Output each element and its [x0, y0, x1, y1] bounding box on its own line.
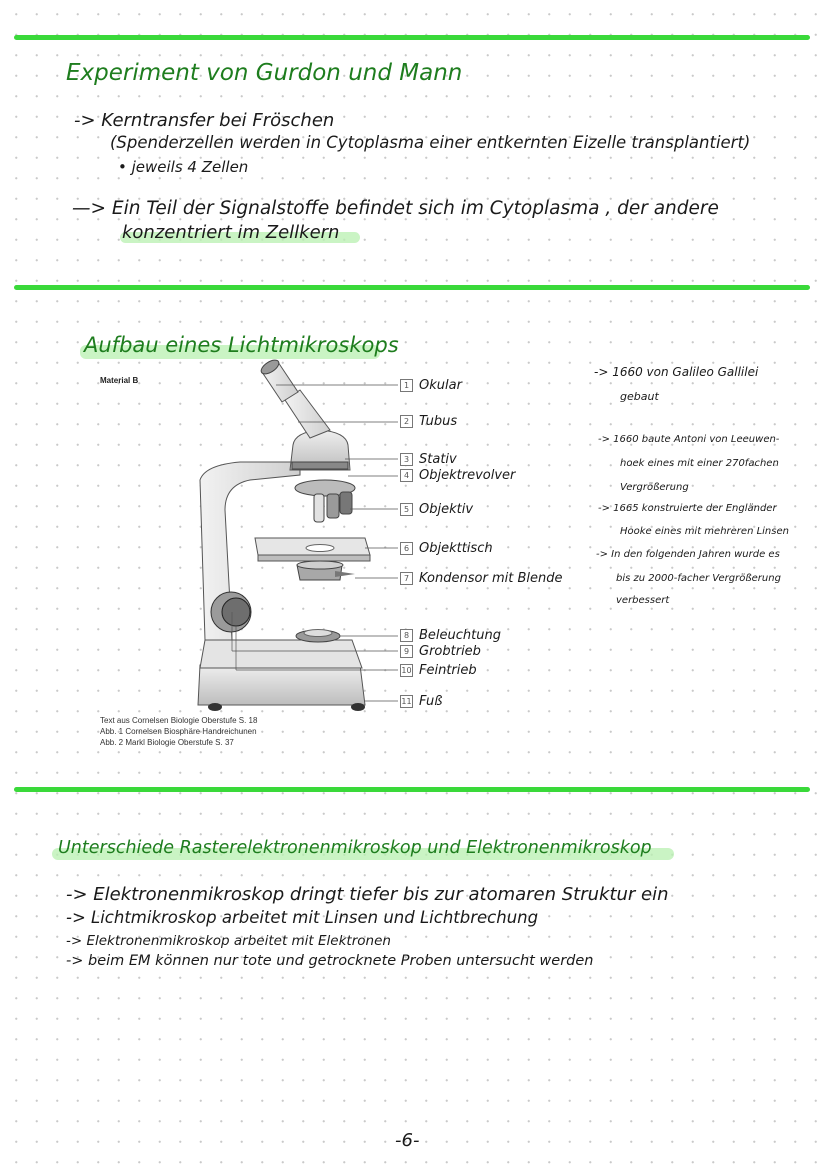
label-okular: 1 Okular	[400, 378, 462, 393]
note-line-1: -> 1660 von Galileo Gallilei	[594, 365, 759, 379]
section3-line-1: -> Elektronenmikroskop dringt tiefer bis zur atomaren Struktur ein	[66, 884, 669, 905]
section1-line-3: • jeweils 4 Zellen	[118, 158, 249, 176]
label-grobtrieb: 9 Grobtrieb	[400, 644, 481, 659]
note-line-8: -> In den folgenden Jahren wurde es	[596, 549, 780, 560]
label-tubus: 2 Tubus	[400, 414, 457, 429]
section3-line-2: -> Lichtmikroskop arbeitet mit Linsen und Lichtbrechung	[66, 908, 539, 927]
section2-title: Aufbau eines Lichtmikroskops	[84, 333, 399, 357]
divider-top	[14, 35, 810, 40]
section3-line-4: -> beim EM können nur tote und getrocknete Proben untersucht werden	[66, 953, 594, 969]
section1-title: Experiment von Gurdon und Mann	[66, 60, 463, 86]
section3-title: Unterschiede Rasterelektronenmikroskop und Elektronenmikroskop	[58, 838, 652, 858]
label-fuss: 11 Fuß	[401, 694, 443, 709]
divider-2	[14, 787, 810, 792]
caption-3: Abb. 2 Markl Biologie Oberstufe S. 37	[100, 738, 234, 747]
section1-line-1: -> Kerntransfer bei Fröschen	[74, 110, 335, 131]
note-line-9: bis zu 2000-facher Vergrößerung	[616, 573, 781, 584]
label-objektrevolver: 4 Objektrevolver	[400, 468, 515, 483]
note-line-3: -> 1660 baute Antoni von Leeuwen-	[598, 434, 780, 445]
label-stativ: 3 Stativ	[400, 452, 457, 467]
note-line-7: Hooke eines mit mehreren Linsen	[620, 526, 789, 537]
page-number: -6-	[395, 1130, 420, 1151]
section1-line-5: konzentriert im Zellkern	[122, 222, 340, 243]
label-objektiv: 5 Objektiv	[400, 502, 473, 517]
label-objekttisch: 6 Objekttisch	[400, 541, 493, 556]
label-feintrieb: 10 Feintrieb	[401, 663, 477, 678]
divider-1	[14, 285, 810, 290]
note-line-2: gebaut	[620, 390, 659, 403]
label-kondensor: 7 Kondensor mit Blende	[400, 571, 562, 586]
caption-1: Text aus Cornelsen Biologie Oberstufe S. 18	[100, 716, 258, 725]
note-line-5: Vergrößerung	[620, 482, 689, 493]
label-beleuchtung: 8 Beleuchtung	[400, 628, 501, 643]
caption-2: Abb. 1 Cornelsen Biosphäre Handreichunen	[100, 727, 257, 736]
note-line-4: hoek eines mit einer 270fachen	[620, 458, 779, 469]
note-line-6: -> 1665 konstruierte der Engländer	[598, 503, 777, 514]
section3-line-3: -> Elektronenmikroskop arbeitet mit Elektronen	[66, 933, 391, 949]
section1-line-2: (Spenderzellen werden in Cytoplasma einer entkernten Eizelle transplantiert)	[110, 133, 751, 152]
material-label: Material B	[100, 376, 139, 385]
note-line-10: verbessert	[616, 595, 670, 606]
section1-line-4: —> Ein Teil der Signalstoffe befindet sich im Cytoplasma , der andere	[72, 198, 719, 219]
